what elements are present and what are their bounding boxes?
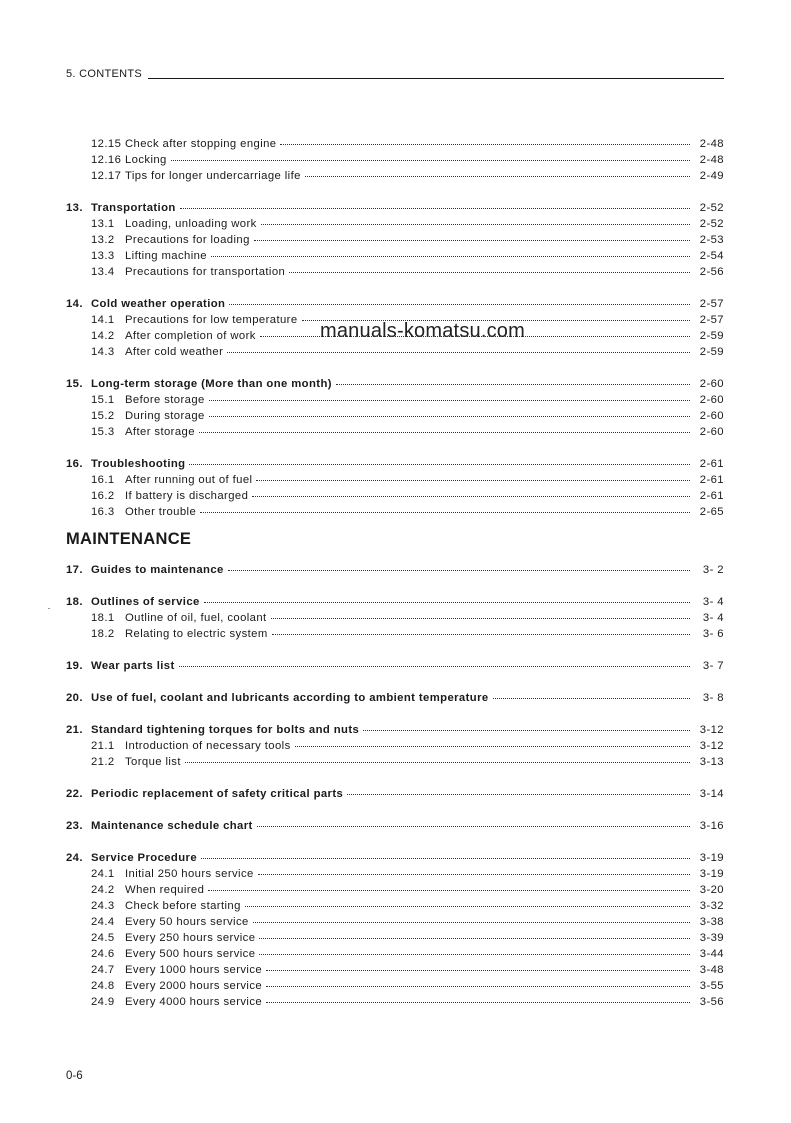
toc-subsection-entry[interactable] bbox=[66, 626, 724, 642]
entry-page-number: 3-19 bbox=[699, 852, 724, 864]
maintenance-heading: MAINTENANCE bbox=[66, 530, 192, 548]
entry-number: 17. bbox=[66, 564, 83, 576]
dot-leader bbox=[289, 271, 690, 273]
entry-number: 24.5 bbox=[91, 932, 115, 944]
toc-subsection-entry[interactable] bbox=[66, 994, 724, 1010]
entry-title: Service Procedure bbox=[91, 852, 198, 864]
entry-number: 13.1 bbox=[91, 218, 115, 230]
toc-subsection-entry[interactable] bbox=[66, 136, 724, 152]
entry-page-number: 3-19 bbox=[699, 868, 724, 880]
dot-leader bbox=[280, 143, 690, 145]
entry-number: 20. bbox=[66, 692, 83, 704]
entry-page-number: 2-61 bbox=[699, 458, 724, 470]
entry-title: Precautions for loading bbox=[125, 234, 250, 246]
entry-page-number: 3-16 bbox=[699, 820, 724, 832]
dot-leader bbox=[201, 857, 690, 859]
toc-subsection-entry[interactable] bbox=[66, 408, 724, 424]
group-spacer bbox=[66, 674, 724, 690]
entry-number: 18. bbox=[66, 596, 83, 608]
toc-chapter-entry[interactable] bbox=[66, 296, 724, 312]
dot-leader bbox=[266, 985, 690, 987]
entry-number: 21.1 bbox=[91, 740, 115, 752]
dot-leader bbox=[229, 303, 690, 305]
entry-page-number: 2-59 bbox=[699, 346, 724, 358]
toc-subsection-entry[interactable] bbox=[66, 914, 724, 930]
entry-title: Before storage bbox=[125, 394, 205, 406]
entry-page-number: 3-44 bbox=[699, 948, 724, 960]
entry-title: Use of fuel, coolant and lubricants according to ambient temperature bbox=[91, 692, 489, 704]
toc-chapter-entry[interactable] bbox=[66, 850, 724, 866]
entry-number: 12.15 bbox=[91, 138, 122, 150]
dot-leader bbox=[199, 431, 690, 433]
dot-leader bbox=[200, 511, 690, 513]
toc-chapter-entry[interactable] bbox=[66, 690, 724, 706]
entry-title: Transportation bbox=[91, 202, 176, 214]
entry-page-number: 3-38 bbox=[699, 916, 724, 928]
entry-page-number: 3- 8 bbox=[702, 692, 724, 704]
dot-leader bbox=[253, 921, 690, 923]
dot-leader bbox=[259, 937, 690, 939]
entry-page-number: 3-14 bbox=[699, 788, 724, 800]
entry-number: 14.3 bbox=[91, 346, 115, 358]
entry-page-number: 2-60 bbox=[699, 426, 724, 438]
toc-subsection-entry[interactable] bbox=[66, 264, 724, 280]
group-spacer bbox=[66, 440, 724, 456]
entry-number: 24.1 bbox=[91, 868, 115, 880]
dot-leader bbox=[254, 239, 690, 241]
entry-title: Precautions for transportation bbox=[125, 266, 286, 278]
dot-leader bbox=[256, 479, 690, 481]
entry-number: 14. bbox=[66, 298, 83, 310]
entry-page-number: 2-60 bbox=[699, 378, 724, 390]
entry-title: Every 500 hours service bbox=[125, 948, 256, 960]
toc-subsection-entry[interactable] bbox=[66, 882, 724, 898]
entry-title: When required bbox=[125, 884, 205, 896]
entry-title: Troubleshooting bbox=[91, 458, 186, 470]
toc-subsection-entry[interactable] bbox=[66, 504, 724, 520]
entry-page-number: 2-65 bbox=[699, 506, 724, 518]
entry-number: 23. bbox=[66, 820, 83, 832]
entry-number: 16. bbox=[66, 458, 83, 470]
entry-title: Guides to maintenance bbox=[91, 564, 224, 576]
entry-page-number: 2-52 bbox=[699, 218, 724, 230]
entry-number: 16.3 bbox=[91, 506, 115, 518]
group-spacer bbox=[66, 802, 724, 818]
dot-leader bbox=[493, 697, 690, 699]
dot-leader bbox=[336, 383, 690, 385]
dot-leader bbox=[252, 495, 690, 497]
entry-number: 24.8 bbox=[91, 980, 115, 992]
entry-page-number: 2-52 bbox=[699, 202, 724, 214]
dot-leader bbox=[209, 399, 690, 401]
entry-number: 24.3 bbox=[91, 900, 115, 912]
entry-number: 15.1 bbox=[91, 394, 115, 406]
entry-page-number: 3- 4 bbox=[702, 612, 724, 624]
toc-subsection-entry[interactable] bbox=[66, 930, 724, 946]
entry-page-number: 3-56 bbox=[699, 996, 724, 1008]
dot-leader bbox=[171, 159, 690, 161]
toc-subsection-entry[interactable] bbox=[66, 962, 724, 978]
dot-leader bbox=[272, 633, 690, 635]
entry-title: Introduction of necessary tools bbox=[125, 740, 291, 752]
dot-leader bbox=[305, 175, 690, 177]
entry-number: 18.2 bbox=[91, 628, 115, 640]
dot-leader bbox=[227, 351, 690, 353]
entry-page-number: 2-60 bbox=[699, 410, 724, 422]
entry-page-number: 2-53 bbox=[699, 234, 724, 246]
entry-title: Every 4000 hours service bbox=[125, 996, 263, 1008]
maintenance-section bbox=[66, 562, 724, 1010]
entry-number: 12.16 bbox=[91, 154, 122, 166]
entry-number: 15. bbox=[66, 378, 83, 390]
entry-number: 24.4 bbox=[91, 916, 115, 928]
entry-title: Cold weather operation bbox=[91, 298, 226, 310]
entry-page-number: 3-13 bbox=[699, 756, 724, 768]
entry-title: During storage bbox=[125, 410, 205, 422]
entry-title: After running out of fuel bbox=[125, 474, 253, 486]
entry-page-number: 2-60 bbox=[699, 394, 724, 406]
dot-leader bbox=[209, 415, 690, 417]
entry-page-number: 3-32 bbox=[699, 900, 724, 912]
entry-page-number: 2-56 bbox=[699, 266, 724, 278]
entry-title: Every 50 hours service bbox=[125, 916, 249, 928]
dot-leader bbox=[185, 761, 690, 763]
entry-page-number: 3- 7 bbox=[702, 660, 724, 672]
dot-leader bbox=[266, 1001, 690, 1003]
entry-page-number: 2-48 bbox=[699, 138, 724, 150]
toc-chapter-entry[interactable] bbox=[66, 200, 724, 216]
entry-page-number: 2-48 bbox=[699, 154, 724, 166]
entry-title: Outlines of service bbox=[91, 596, 200, 608]
toc-subsection-entry[interactable] bbox=[66, 866, 724, 882]
dot-leader bbox=[180, 207, 690, 209]
group-spacer bbox=[66, 706, 724, 722]
entry-page-number: 3-39 bbox=[699, 932, 724, 944]
toc-subsection-entry[interactable] bbox=[66, 344, 724, 360]
group-spacer bbox=[66, 184, 724, 200]
dot-leader bbox=[257, 825, 690, 827]
entry-number: 15.2 bbox=[91, 410, 115, 422]
dot-leader bbox=[258, 873, 690, 875]
entry-title: Loading, unloading work bbox=[125, 218, 257, 230]
entry-title: After storage bbox=[125, 426, 195, 438]
entry-title: Check before starting bbox=[125, 900, 241, 912]
entry-page-number: 2-49 bbox=[699, 170, 724, 182]
dot-leader bbox=[295, 745, 690, 747]
toc-subsection-entry[interactable] bbox=[66, 610, 724, 626]
entry-page-number: 2-57 bbox=[699, 298, 724, 310]
entry-title: Locking bbox=[125, 154, 167, 166]
entry-title: Torque list bbox=[125, 756, 181, 768]
entry-title: Lifting machine bbox=[125, 250, 207, 262]
dot-leader bbox=[347, 793, 690, 795]
entry-title: After cold weather bbox=[125, 346, 224, 358]
toc-chapter-entry[interactable] bbox=[66, 456, 724, 472]
toc-subsection-entry[interactable] bbox=[66, 152, 724, 168]
entry-number: 24.9 bbox=[91, 996, 115, 1008]
entry-number: 21. bbox=[66, 724, 83, 736]
toc-chapter-entry[interactable] bbox=[66, 658, 724, 674]
entry-number: 16.1 bbox=[91, 474, 115, 486]
entry-title: Every 2000 hours service bbox=[125, 980, 263, 992]
entry-page-number: 2-57 bbox=[699, 314, 724, 326]
entry-page-number: 3-55 bbox=[699, 980, 724, 992]
toc-subsection-entry[interactable] bbox=[66, 328, 724, 344]
toc-subsection-entry[interactable] bbox=[66, 738, 724, 754]
entry-page-number: 3- 6 bbox=[702, 628, 724, 640]
toc-subsection-entry[interactable] bbox=[66, 424, 724, 440]
entry-number: 16.2 bbox=[91, 490, 115, 502]
entry-page-number: 3- 4 bbox=[702, 596, 724, 608]
entry-number: 19. bbox=[66, 660, 83, 672]
entry-title: Every 250 hours service bbox=[125, 932, 256, 944]
dot-leader bbox=[245, 905, 690, 907]
toc-subsection-entry[interactable] bbox=[66, 946, 724, 962]
toc-subsection-entry[interactable] bbox=[66, 754, 724, 770]
entry-page-number: 3-48 bbox=[699, 964, 724, 976]
dot-leader bbox=[208, 889, 690, 891]
entry-page-number: 3-12 bbox=[699, 724, 724, 736]
group-spacer bbox=[66, 578, 724, 594]
toc-chapter-entry[interactable] bbox=[66, 818, 724, 834]
toc-subsection-entry[interactable] bbox=[66, 248, 724, 264]
entry-title: Wear parts list bbox=[91, 660, 175, 672]
entry-title: Precautions for low temperature bbox=[125, 314, 298, 326]
toc-subsection-entry[interactable] bbox=[66, 232, 724, 248]
dot-leader bbox=[302, 319, 690, 321]
dot-leader bbox=[266, 969, 690, 971]
toc-subsection-entry[interactable] bbox=[66, 488, 724, 504]
toc-subsection-entry[interactable] bbox=[66, 216, 724, 232]
entry-title: Initial 250 hours service bbox=[125, 868, 254, 880]
entry-number: 18.1 bbox=[91, 612, 115, 624]
page-header bbox=[66, 64, 724, 79]
entry-title: Every 1000 hours service bbox=[125, 964, 263, 976]
group-spacer bbox=[66, 642, 724, 658]
group-spacer bbox=[66, 770, 724, 786]
dot-leader bbox=[271, 617, 690, 619]
entry-number: 24. bbox=[66, 852, 83, 864]
dot-leader bbox=[179, 665, 690, 667]
entry-title: Check after stopping engine bbox=[125, 138, 277, 150]
entry-title: Maintenance schedule chart bbox=[91, 820, 253, 832]
entry-page-number: 3-20 bbox=[699, 884, 724, 896]
dot-leader bbox=[259, 953, 690, 955]
toc-subsection-entry[interactable] bbox=[66, 312, 724, 328]
toc-subsection-entry[interactable] bbox=[66, 898, 724, 914]
toc-chapter-entry[interactable] bbox=[66, 786, 724, 802]
group-spacer bbox=[66, 360, 724, 376]
entry-number: 14.1 bbox=[91, 314, 115, 326]
entry-title: Standard tightening torques for bolts and nuts bbox=[91, 724, 360, 736]
entry-page-number: 2-61 bbox=[699, 490, 724, 502]
watermark-text: manuals-komatsu.com bbox=[320, 320, 525, 342]
toc-subsection-entry[interactable] bbox=[66, 392, 724, 408]
entry-title: After completion of work bbox=[125, 330, 256, 342]
entry-number: 15.3 bbox=[91, 426, 115, 438]
entry-title: Other trouble bbox=[125, 506, 197, 518]
table-of-contents bbox=[66, 136, 724, 1010]
entry-page-number: 3-12 bbox=[699, 740, 724, 752]
entry-page-number: 2-54 bbox=[699, 250, 724, 262]
group-spacer bbox=[66, 280, 724, 296]
toc-chapter-entry[interactable] bbox=[66, 562, 724, 578]
entry-page-number: 2-59 bbox=[699, 330, 724, 342]
entry-title: Relating to electric system bbox=[125, 628, 268, 640]
margin-mark bbox=[48, 608, 50, 609]
entry-title: Tips for longer undercarriage life bbox=[125, 170, 301, 182]
entry-number: 24.7 bbox=[91, 964, 115, 976]
entry-number: 24.6 bbox=[91, 948, 115, 960]
toc-chapter-entry[interactable] bbox=[66, 594, 724, 610]
entry-title: Periodic replacement of safety critical parts bbox=[91, 788, 344, 800]
entry-number: 13. bbox=[66, 202, 83, 214]
header-title: 5. CONTENTS bbox=[66, 68, 148, 80]
toc-subsection-entry[interactable] bbox=[66, 168, 724, 184]
toc-subsection-entry[interactable] bbox=[66, 472, 724, 488]
group-spacer bbox=[66, 834, 724, 850]
entry-number: 24.2 bbox=[91, 884, 115, 896]
entry-number: 13.2 bbox=[91, 234, 115, 246]
toc-subsection-entry[interactable] bbox=[66, 978, 724, 994]
dot-leader bbox=[228, 569, 690, 571]
entry-number: 14.2 bbox=[91, 330, 115, 342]
entry-page-number: 2-61 bbox=[699, 474, 724, 486]
toc-chapter-entry[interactable] bbox=[66, 722, 724, 738]
entry-title: Outline of oil, fuel, coolant bbox=[125, 612, 267, 624]
operation-section bbox=[66, 136, 724, 520]
dot-leader bbox=[363, 729, 690, 731]
entry-page-number: 3- 2 bbox=[702, 564, 724, 576]
entry-title: If battery is discharged bbox=[125, 490, 249, 502]
dot-leader bbox=[260, 335, 690, 337]
entry-number: 12.17 bbox=[91, 170, 122, 182]
toc-chapter-entry[interactable] bbox=[66, 376, 724, 392]
dot-leader bbox=[204, 601, 690, 603]
dot-leader bbox=[261, 223, 690, 225]
dot-leader bbox=[189, 463, 690, 465]
dot-leader bbox=[211, 255, 690, 257]
page-number: 0-6 bbox=[66, 1070, 83, 1082]
entry-title: Long-term storage (More than one month) bbox=[91, 378, 332, 390]
entry-number: 13.4 bbox=[91, 266, 115, 278]
entry-number: 22. bbox=[66, 788, 83, 800]
entry-number: 13.3 bbox=[91, 250, 115, 262]
entry-number: 21.2 bbox=[91, 756, 115, 768]
